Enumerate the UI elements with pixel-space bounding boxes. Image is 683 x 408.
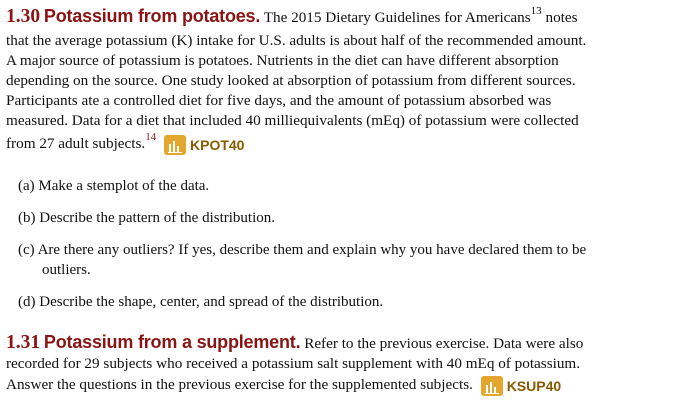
- ex130-text-2: that the average potassium (K) intake for U.S. adults is about half of the recommended amount.: [6, 32, 587, 49]
- ex130-text-0: The 2015 Dietary Guidelines for Americans: [263, 9, 531, 26]
- ex130-text-5: Participants ate a controlled diet for five days, and the amount of potassium absorbed was: [6, 92, 552, 109]
- dataset-link-kpot40[interactable]: [164, 135, 244, 155]
- dataset-label-kpot40: KPOT40: [190, 136, 245, 153]
- question-c-line1: (c) Are there any outliers? If yes, describe them and explain why you have declared them to be: [18, 242, 587, 258]
- ex130-text-7: from 27 adult subjects.: [6, 135, 146, 152]
- bar-chart-icon: [164, 135, 186, 155]
- ex130-ref14: 14: [145, 130, 157, 143]
- ex131-title: Potassium from a supplement.: [43, 332, 301, 352]
- question-b: (b) Describe the pattern of the distribution.: [18, 210, 276, 226]
- ex131-text-2-line: [6, 375, 561, 396]
- question-d: (d) Describe the shape, center, and spread of the distribution.: [18, 294, 384, 310]
- bar-chart-icon: [481, 376, 503, 396]
- ex130-text-4: depending on the source. One study looked at absorption of potassium from different sources.: [6, 72, 576, 89]
- question-c: [18, 240, 586, 280]
- dataset-label-ksup40: KSUP40: [506, 377, 562, 394]
- ex130-text-7-line: [6, 130, 245, 155]
- question-c-line2: outliers.: [42, 262, 91, 278]
- ex130-text-6: measured. Data for a diet that included 40 milliequivalents (mEq) of potassium were collected: [6, 112, 579, 129]
- ex131-number: 1.31: [6, 332, 41, 353]
- ex130-ref13: 13: [530, 4, 542, 17]
- ex130-text-1: notes: [545, 9, 578, 26]
- ex131-text-2: Answer the questions in the previous exercise for the supplemented subjects.: [6, 376, 473, 393]
- dataset-link-ksup40[interactable]: [481, 376, 561, 396]
- ex130-title: Potassium from potatoes.: [43, 6, 261, 26]
- ex130-text-3: A major source of potassium is potatoes. Nutrients in the diet can have different absorption: [6, 52, 559, 69]
- question-a: (a) Make a stemplot of the data.: [18, 178, 210, 194]
- ex131-text-1: recorded for 29 subjects who received a potassium salt supplement with 40 mEq of potassium.: [6, 355, 581, 372]
- ex130-number: 1.30: [6, 6, 41, 27]
- ex131-heading-line: [6, 332, 583, 354]
- ex130-heading-line: [6, 6, 578, 28]
- ex131-text-0: Refer to the previous exercise. Data were also: [304, 335, 584, 352]
